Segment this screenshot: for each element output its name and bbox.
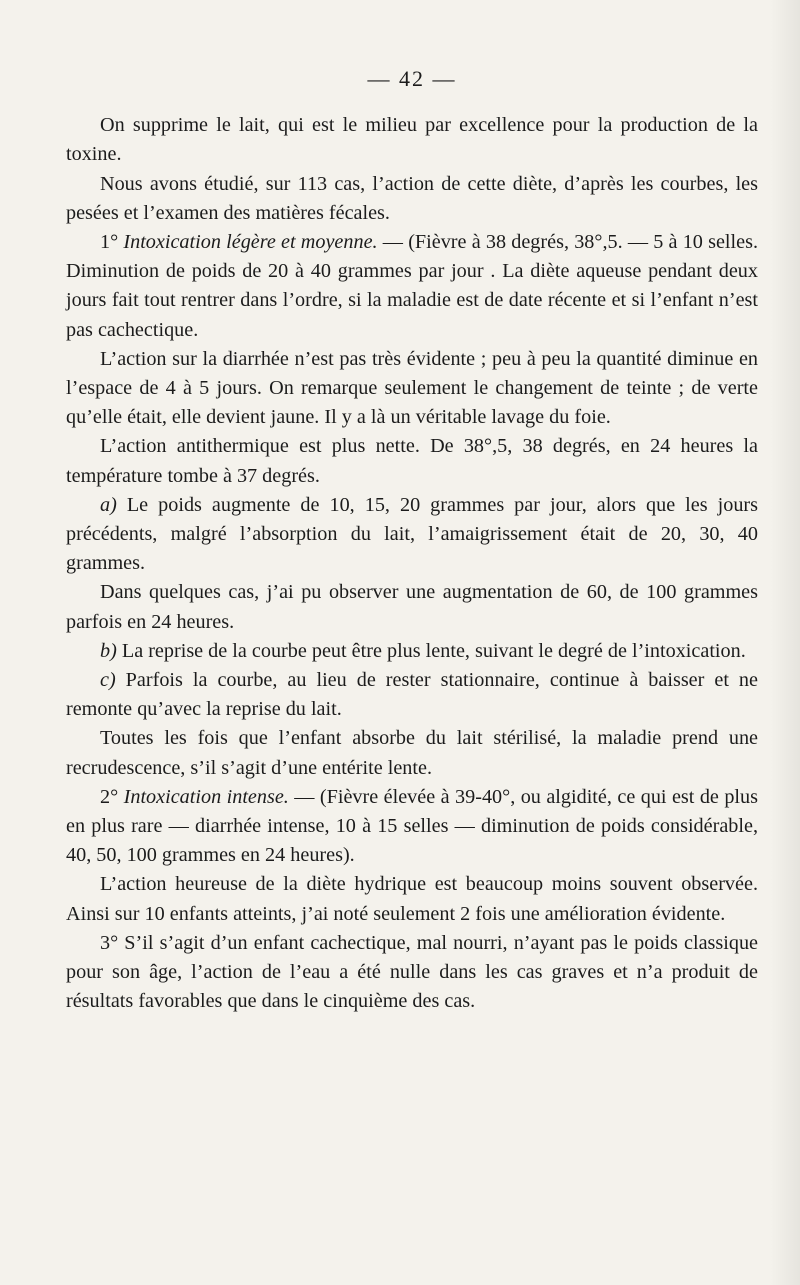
paragraph-1: On supprime le lait, qui est le milieu par excellence pour la production de la toxine. bbox=[66, 114, 758, 166]
section-heading-mild: Intoxication légère et moyenne. bbox=[123, 231, 378, 254]
paragraph-12: L’action heureuse de la diète hydrique est beaucoup moins souvent observée. Ainsi sur 10 enfants atteints, j’ai noté seulement 2 fois une amélioration évidente. bbox=[66, 873, 758, 925]
list-marker-c: c) bbox=[100, 669, 116, 692]
paragraph-11-body: — (Fièvre élevée à 39-40°, ou algidité, ce qui est de plus en plus rare — diarrhée intense, 10 à 15 selles — diminution de poids considérable, 40, 50, 100 grammes en 24 heures). bbox=[66, 785, 758, 867]
page-edge-shadow bbox=[770, 0, 800, 1285]
list-marker-b: b) bbox=[100, 639, 117, 662]
paragraph-6 bbox=[66, 491, 758, 579]
paragraph-9-body: Parfois la courbe, au lieu de rester stationnaire, continue à baisser et ne remonte qu’avec la reprise du lait. bbox=[66, 669, 758, 721]
paragraph-3-body: — (Fièvre à 38 degrés, 38°,5. — 5 à 10 selles. Diminution de poids de 20 à 40 grammes par jour . La diète aqueuse pendant deux jours fait tout rentrer dans l’ordre, si la maladie est de date récente et si l’enfant n’est pas cachectique. bbox=[66, 231, 759, 341]
paragraph-9 bbox=[66, 666, 758, 724]
paragraph-6-body: Le poids augmente de 10, 15, 20 grammes par jour, alors que les jours précédents, malgré l’absorption du lait, l’amaigrissement était de 20, 30, 40 grammes. bbox=[66, 493, 758, 575]
section-number-2: 2° bbox=[100, 785, 124, 808]
section-heading-intense: Intoxication intense. bbox=[123, 785, 289, 808]
paragraph-10: Toutes les fois que l’enfant absorbe du lait stérilisé, la maladie prend une recrudescence, s’il s’agit d’une entérite lente. bbox=[66, 727, 758, 779]
list-marker-a: a) bbox=[100, 493, 117, 516]
paragraph-5: L’action antithermique est plus nette. De 38°,5, 38 degrés, en 24 heures la température tombe à 37 degrés. bbox=[66, 435, 758, 487]
page-number: — 42 — bbox=[367, 66, 457, 91]
paragraph-11 bbox=[66, 783, 758, 871]
paragraph-3 bbox=[66, 228, 758, 345]
paragraph-8-body: La reprise de la courbe peut être plus lente, suivant le degré de l’intoxication. bbox=[116, 639, 746, 662]
paragraph-7: Dans quelques cas, j’ai pu observer une augmentation de 60, de 100 grammes parfois en 24 heures. bbox=[66, 581, 758, 633]
section-number-1: 1° bbox=[100, 231, 124, 254]
paragraph-8 bbox=[66, 637, 758, 666]
paragraph-13: 3° S’il s’agit d’un enfant cachectique, mal nourri, n’ayant pas le poids classique pour son âge, l’action de l’eau a été nulle dans les cas graves et n’a produit de résultats favorables que dans le cinquième des cas. bbox=[66, 931, 758, 1013]
paragraph-2: Nous avons étudié, sur 113 cas, l’action de cette diète, d’après les courbes, les pesées et l’examen des matières fécales. bbox=[66, 172, 758, 224]
paragraph-4: L’action sur la diarrhée n’est pas très évidente ; peu à peu la quantité diminue en l’espace de 4 à 5 jours. On remarque seulement le changement de teinte ; de verte qu’elle était, elle devient jaune. Il y a là un véritable lavage du foie. bbox=[66, 347, 758, 429]
